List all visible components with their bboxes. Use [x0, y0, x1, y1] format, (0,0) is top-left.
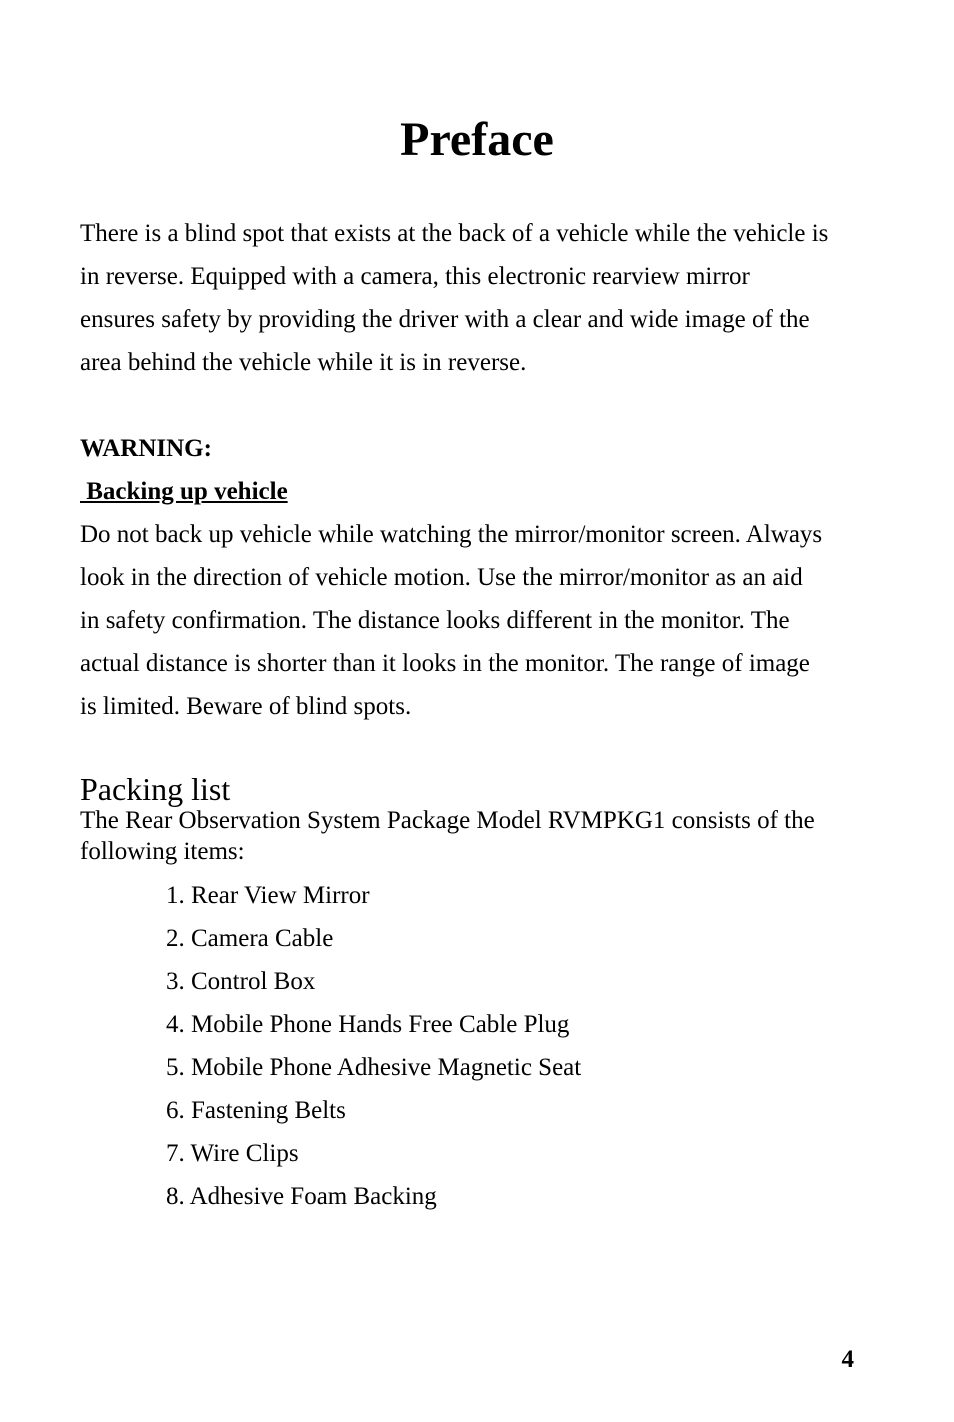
intro-line: area behind the vehicle while it is in reverse. [80, 349, 527, 376]
list-item: 5. Mobile Phone Adhesive Magnetic Seat [166, 1054, 582, 1081]
packing-intro-line: The Rear Observation System Package Model RVMPKG1 consists of the [80, 807, 815, 834]
packing-intro-line: following items: [80, 838, 245, 865]
warning-line: actual distance is shorter than it looks in the monitor. The range of image [80, 650, 810, 677]
warning-line: look in the direction of vehicle motion. Use the mirror/monitor as an aid [80, 564, 803, 591]
list-item: 3. Control Box [166, 968, 316, 995]
warning-line: is limited. Beware of blind spots. [80, 693, 412, 720]
packing-list [166, 874, 581, 1218]
list-item: 4. Mobile Phone Hands Free Cable Plug [166, 1011, 570, 1038]
warning-paragraph [80, 513, 880, 728]
list-item: 6. Fastening Belts [166, 1097, 346, 1124]
list-item: 1. Rear View Mirror [166, 882, 370, 909]
warning-heading: WARNING: [80, 435, 212, 462]
warning-line: in safety confirmation. The distance looks different in the monitor. The [80, 607, 790, 634]
intro-line: in reverse. Equipped with a camera, this electronic rearview mirror [80, 263, 750, 290]
page-number: 4 [841, 1346, 854, 1373]
intro-line: There is a blind spot that exists at the back of a vehicle while the vehicle is [80, 220, 829, 247]
packing-list-intro [80, 805, 880, 867]
packing-list-heading: Packing list [80, 771, 231, 807]
list-item: 7. Wire Clips [166, 1140, 299, 1167]
warning-subheading: Backing up vehicle [80, 478, 288, 505]
list-item: 2. Camera Cable [166, 925, 334, 952]
intro-line: ensures safety by providing the driver with a clear and wide image of the [80, 306, 810, 333]
intro-paragraph [80, 212, 880, 384]
list-item: 8. Adhesive Foam Backing [166, 1183, 437, 1210]
page-title: Preface [400, 113, 554, 166]
warning-line: Do not back up vehicle while watching the mirror/monitor screen. Always [80, 521, 823, 548]
